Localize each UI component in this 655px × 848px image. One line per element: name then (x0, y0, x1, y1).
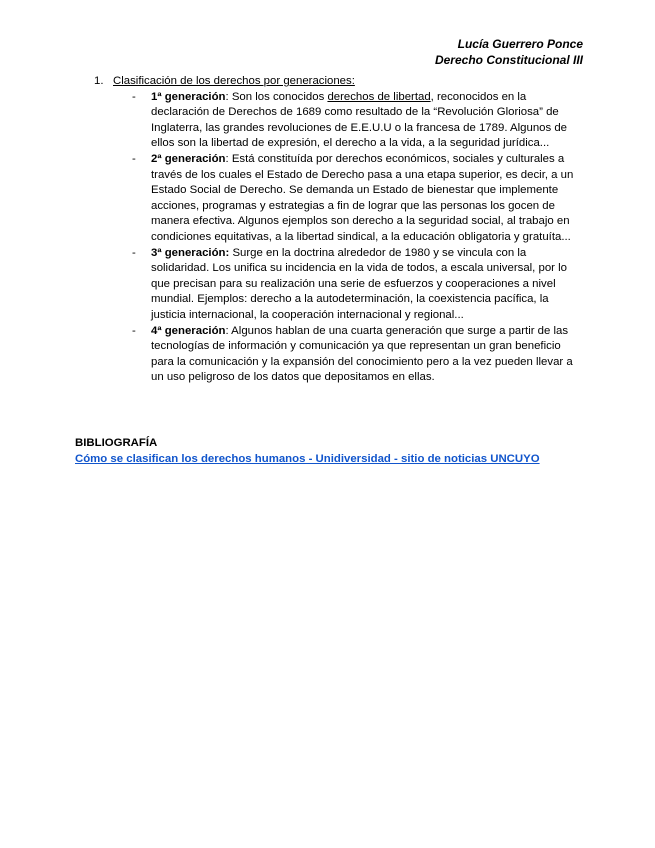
list-item (75, 152, 585, 246)
item-label: 2ª generación (151, 152, 226, 165)
bullet-dash: - (132, 246, 136, 259)
section-title: Clasificación de los derechos por generaciones: (113, 75, 355, 87)
list-number: 1. (94, 75, 104, 87)
item-label: 1ª generación (151, 90, 226, 103)
item-text: , reconocidos en la declaración de Derechos de 1689 como resultado de la “Revolución Gloriosa” de Inglaterra, las grandes revoluciones de E.E.U.U o la francesa de 1789. Algunos de ellos son la libertad de expresión, el derecho a la vida, a la seguridad jurídica... (151, 90, 568, 150)
list-item (75, 90, 585, 152)
subject-name: Derecho Constitucional III (434, 53, 583, 67)
main-content (75, 74, 585, 386)
item-text: : Son los conocidos (225, 90, 328, 103)
item-text: Surge en la doctrina alrededor de 1980 y se vincula con la solidaridad. Los unifica su incidencia en la vida de todos, a escala universal, por lo que precisan para su realización una serie de esfuerzos y cooperaciones a nivel mundial. Ejemplos: derecho a la autodeterminación, la coexistencia pacífica, la justicia internacional, la cooperación internacional y regional... (151, 246, 568, 321)
item-text: : Está constituída por derechos económicos, sociales y culturales a través de los cuales el Estado de Derecho pasa a una etapa superior, es decir, a un Estado Social de Derecho. Se demanda un Estado de bienestar que implemente acciones, programas y estrategias a fin de lograr que las personas los gocen de manera efectiva. Algunos ejemplos son derecho a la seguridad social, al trabajo en condiciones equitativas, a la libertad sindical, a la educación obligatoria y gratuíta... (151, 152, 574, 243)
author-name: Lucía Guerrero Ponce (457, 37, 583, 51)
item-label: 3ª generación: (151, 246, 230, 259)
item-label: 4ª generación (151, 324, 226, 337)
underlined-term: derechos de libertad (327, 90, 431, 103)
bullet-dash: - (132, 90, 136, 103)
document-header (435, 36, 583, 68)
bibliography-section (75, 436, 595, 467)
numbered-list-item (75, 74, 585, 386)
list-item (75, 246, 585, 324)
bullet-dash: - (132, 324, 136, 337)
list-item (75, 324, 585, 386)
item-text: : Algunos hablan de una cuarta generación que surge a partir de las tecnologías de información y comunicación ya que representan un gran beneficio para la comunicación y la expansión del conocimiento pero a la vez pueden llevar a un uso peligroso de los datos que depositamos en ellas. (151, 324, 573, 384)
bibliography-title: BIBLIOGRAFÍA (75, 437, 158, 449)
bibliography-link[interactable]: Cómo se clasifican los derechos humanos - Unidiversidad - sitio de noticias UNCUYO (75, 452, 540, 465)
bullet-dash: - (132, 152, 136, 165)
generations-list (113, 90, 585, 386)
